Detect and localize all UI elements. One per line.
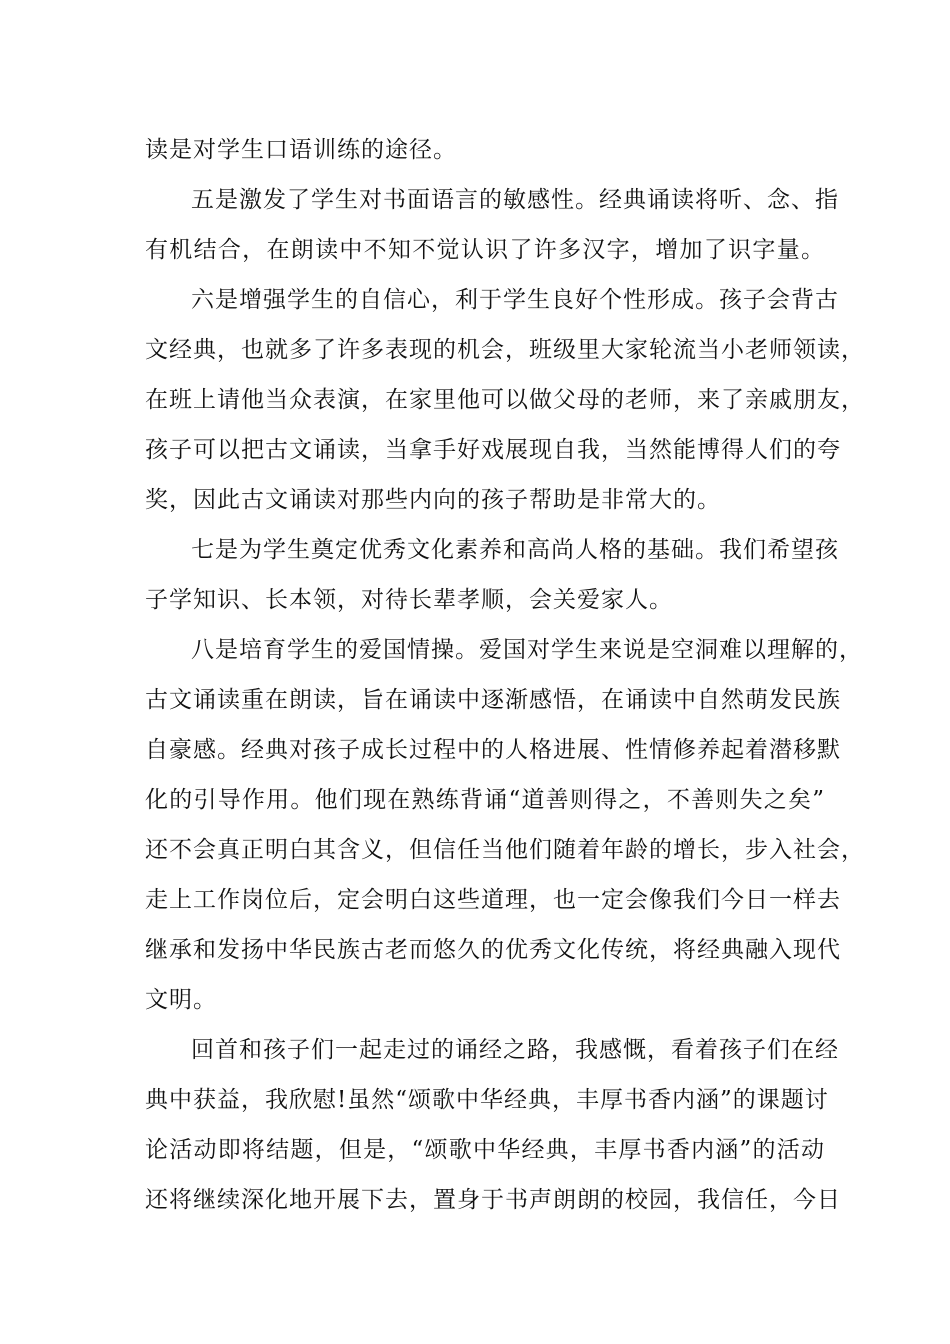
text-line: 回首和孩子们一起走过的诵经之路，我感慨，看着孩子们在经 [191, 1037, 839, 1063]
text-line: 典中获益，我欣慰!虽然“颂歌中华经典，丰厚书香内涵”的课题讨 [145, 1087, 829, 1113]
text-line: 古文诵读重在朗读，旨在诵读中逐渐感悟，在诵读中自然萌发民族 [145, 687, 841, 713]
text-line: 化的引导作用。他们现在熟练背诵“道善则得之，不善则失之矣” [145, 787, 825, 813]
text-line: 还不会真正明白其含义，但信任当他们随着年龄的增长，步入社会， [145, 837, 865, 863]
text-line: 在班上请他当众表演，在家里他可以做父母的老师，来了亲戚朋友， [145, 387, 865, 413]
text-line: 文明。 [145, 987, 217, 1013]
text-line: 六是增强学生的自信心，利于学生良好个性形成。孩子会背古 [191, 287, 839, 313]
text-line: 还将继续深化地开展下去，置身于书声朗朗的校园，我信任，今日 [145, 1187, 841, 1213]
text-line: 自豪感。经典对孩子成长过程中的人格进展、性情修养起着潜移默 [145, 737, 841, 763]
text-line: 论活动即将结题，但是，“颂歌中华经典，丰厚书香内涵”的活动 [145, 1137, 825, 1163]
text-line: 奖，因此古文诵读对那些内向的孩子帮助是非常大的。 [145, 487, 721, 513]
text-line: 孩子可以把古文诵读，当拿手好戏展现自我，当然能博得人们的夸 [145, 437, 841, 463]
text-line: 七是为学生奠定优秀文化素养和高尚人格的基础。我们希望孩 [191, 537, 839, 563]
text-line: 文经典，也就多了许多表现的机会，班级里大家轮流当小老师领读， [145, 337, 865, 363]
text-line: 读是对学生口语训练的途径。 [145, 137, 457, 163]
text-line: 继承和发扬中华民族古老而悠久的优秀文化传统，将经典融入现代 [145, 937, 841, 963]
text-line: 八是培育学生的爱国情操。爱国对学生来说是空洞难以理解的， [191, 637, 863, 663]
text-line: 走上工作岗位后，定会明白这些道理，也一定会像我们今日一样去 [145, 887, 841, 913]
text-line: 五是激发了学生对书面语言的敏感性。经典诵读将听、念、指 [191, 187, 839, 213]
text-line: 有机结合，在朗读中不知不觉认识了许多汉字，增加了识字量。 [145, 237, 825, 263]
text-line: 子学知识、长本领，对待长辈孝顺，会关爱家人。 [145, 587, 673, 613]
